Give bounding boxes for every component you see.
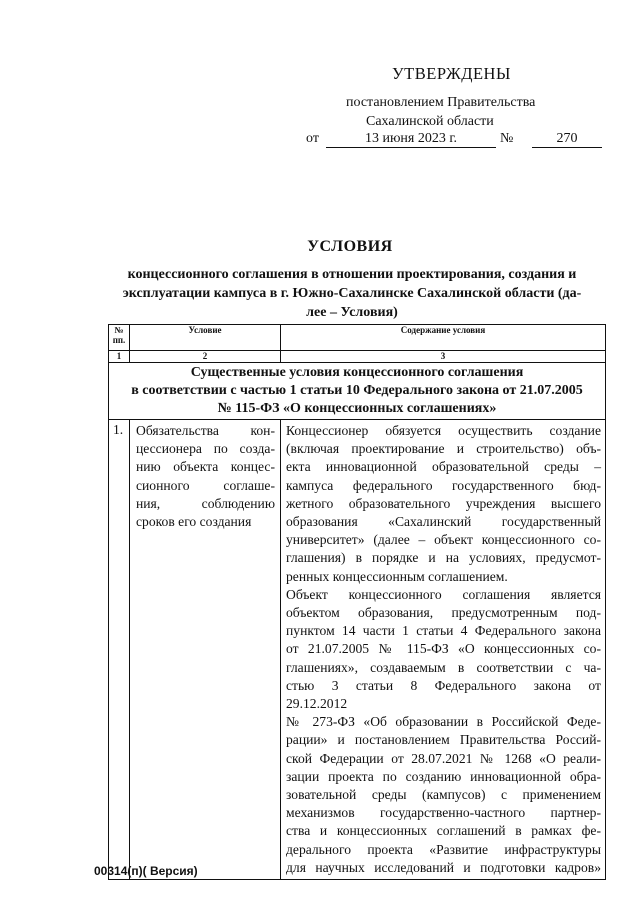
content-line: рации» и постановлением Правительства Россий- bbox=[286, 732, 601, 748]
number-label: № bbox=[500, 131, 514, 146]
header-content-cell: Содержание условия bbox=[281, 325, 606, 351]
table-header-row bbox=[109, 325, 606, 351]
approved-heading: УТВЕРЖДЕНЫ bbox=[392, 64, 511, 83]
index-cell-1: 1 bbox=[109, 351, 130, 363]
document-subtitle bbox=[98, 265, 606, 322]
section-heading-line-2: в соответствии с частью 1 статьи 10 Федерального закона от 21.07.2005 bbox=[131, 383, 583, 398]
content-line: дерального проекта «Развитие инфраструктуры bbox=[286, 841, 601, 857]
document-title: УСЛОВИЯ bbox=[307, 238, 393, 255]
content-line: для научных исследований и подготовки кадров» bbox=[286, 859, 601, 875]
index-cell-3: 3 bbox=[281, 351, 606, 363]
condition-line: цессионера по созда- bbox=[136, 441, 275, 457]
header-number-line1: № bbox=[114, 325, 124, 335]
condition-line: нию объекта концес- bbox=[136, 459, 275, 475]
subtitle-line-3: лее – Условия) bbox=[306, 305, 398, 320]
content-line: 29.12.2012 bbox=[286, 696, 348, 712]
condition-line: Обязательства кон- bbox=[136, 423, 275, 438]
content-line: стью 3 статьи 8 Федерального закона от bbox=[286, 677, 601, 693]
header-number-cell bbox=[109, 325, 130, 351]
content-line: жетного образовательного учреждения высшего bbox=[286, 495, 601, 511]
condition-line: сроков его создания bbox=[136, 514, 252, 530]
content-line: глашениях», создаваемым в соответствии с ча- bbox=[286, 659, 601, 675]
row-number: 1. bbox=[109, 420, 130, 880]
content-line: № 273-ФЗ «Об образовании в Российской Феде- bbox=[286, 714, 601, 730]
subtitle-line-1: концессионного соглашения в отношении проектирования, создания и bbox=[127, 267, 577, 282]
table-row bbox=[109, 420, 606, 880]
row-condition bbox=[130, 420, 281, 880]
decree-line-1: постановлением Правительства bbox=[346, 95, 536, 110]
section-heading-line-1: Существенные условия концессионного соглашения bbox=[190, 365, 524, 380]
content-line: зовательной среды (кампусов) с применением bbox=[286, 787, 601, 803]
content-line: пунктом 14 части 1 статьи 4 Федерального закона bbox=[286, 623, 601, 639]
content-line: кампуса федерального государственного бюд- bbox=[286, 477, 601, 493]
condition-line: ния, соблюдению bbox=[136, 495, 275, 511]
content-line: механизмов государственно-частного партнер- bbox=[286, 805, 601, 821]
decree-date-row bbox=[306, 131, 606, 151]
conditions-table bbox=[108, 324, 606, 880]
decree-date: 13 июня 2023 г. bbox=[326, 131, 496, 148]
content-line: ства и концессионных соглашений в рамках фе- bbox=[286, 823, 601, 839]
content-line: зации проекта по созданию инновационной обра- bbox=[286, 768, 601, 784]
content-line: ской Федерации от 28.07.2021 № 1268 «О реали- bbox=[286, 750, 601, 766]
content-line: объектом образования, предусмотренным под- bbox=[286, 605, 601, 621]
content-line: от 21.07.2005 № 115-ФЗ «О концессионных со- bbox=[286, 641, 601, 657]
header-condition-cell: Условие bbox=[130, 325, 281, 351]
condition-line: сионного соглаше- bbox=[136, 477, 275, 493]
content-line: университет» (далее – объект концессионного со- bbox=[286, 532, 601, 548]
decree-line-2: Сахалинской области bbox=[366, 114, 494, 129]
section-heading-cell bbox=[109, 363, 606, 420]
header-number-line2: пп. bbox=[112, 335, 126, 345]
content-line: образования «Сахалинский государственный bbox=[286, 514, 601, 530]
content-line: (включая проектирование и строительство) объ- bbox=[286, 441, 601, 457]
decree-number: 270 bbox=[532, 131, 602, 148]
content-line: глашения) в порядке и на условиях, предусмот- bbox=[286, 550, 601, 566]
row-content bbox=[281, 420, 606, 880]
content-line: Объект концессионного соглашения является bbox=[286, 586, 601, 602]
index-cell-2: 2 bbox=[130, 351, 281, 363]
content-line: ренных концессионным соглашением. bbox=[286, 568, 508, 584]
content-line: Концессионер обязуется осуществить создание bbox=[286, 423, 601, 438]
from-label: от bbox=[306, 131, 319, 146]
table-index-row bbox=[109, 351, 606, 363]
document-version-footer: 00314(п)( Версия) bbox=[94, 864, 198, 878]
section-heading-row bbox=[109, 363, 606, 420]
subtitle-line-2: эксплуатации кампуса в г. Южно-Сахалинске Сахалинской области (да- bbox=[122, 286, 582, 301]
content-line: екта инновационной образовательной среды – bbox=[286, 459, 601, 475]
section-heading-line-3: № 115-ФЗ «О концессионных соглашениях» bbox=[217, 401, 497, 416]
